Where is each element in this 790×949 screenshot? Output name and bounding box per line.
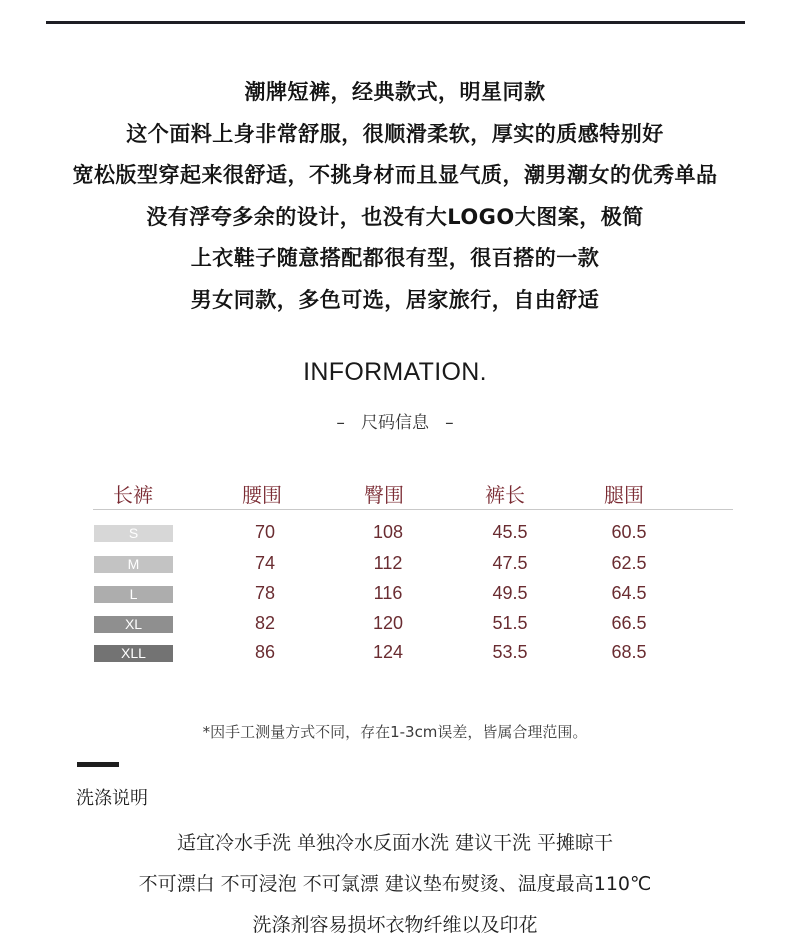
- size-row: [93, 611, 733, 637]
- size-table: [93, 476, 733, 666]
- size-badge: L: [94, 586, 173, 603]
- washing-title: 洗涤说明: [76, 788, 148, 809]
- information-heading: INFORMATION.: [303, 358, 487, 386]
- hip-value: 116: [373, 583, 403, 603]
- hip-value: 124: [372, 642, 404, 662]
- washing-instruction: 不可漂白 不可浸泡 不可氯漂 建议垫布熨烫、温度最高110℃: [138, 873, 652, 895]
- size-badge: XLL: [94, 645, 173, 662]
- size-table-header: [93, 476, 733, 510]
- length-value: 49.5: [492, 583, 528, 603]
- hip-value: 112: [373, 553, 403, 573]
- thigh-value: 66.5: [611, 613, 647, 633]
- washing-instruction: 洗涤剂容易损坏衣物纤维以及印花: [252, 914, 538, 936]
- length-value: 47.5: [492, 553, 528, 573]
- waist-value: 74: [254, 553, 276, 573]
- thigh-value: 62.5: [611, 553, 647, 573]
- subheading-dash-right: –: [445, 413, 454, 433]
- top-divider: [46, 21, 745, 24]
- washing-instruction: 适宜冷水手洗 单独冷水反面水洗 建议干洗 平摊晾干: [176, 832, 614, 854]
- measurement-note: *因手工测量方式不同，存在1-3cm误差，皆属合理范围。: [202, 723, 588, 741]
- header-hip: 臀围: [364, 483, 404, 507]
- thigh-value: 60.5: [611, 522, 647, 542]
- intro-line: 没有浮夸多余的设计，也没有大LOGO大图案，极简: [146, 204, 644, 229]
- header-length: 裤长: [485, 483, 525, 507]
- washing-section-bar: [77, 762, 119, 767]
- size-info-subheading: [0, 408, 790, 433]
- size-row: [93, 581, 733, 607]
- length-value: 45.5: [492, 522, 528, 542]
- intro-line: 男女同款，多色可选，居家旅行，自由舒适: [190, 287, 600, 312]
- waist-value: 82: [254, 613, 276, 633]
- intro-line: 上衣鞋子随意搭配都很有型，很百搭的一款: [190, 246, 600, 270]
- length-value: 51.5: [492, 613, 528, 633]
- waist-value: 78: [254, 583, 276, 603]
- size-badge: XL: [94, 616, 173, 633]
- header-thigh: 腿围: [604, 483, 644, 507]
- intro-line: 潮牌短裤，经典款式，明星同款: [244, 80, 546, 104]
- intro-line: 宽松版型穿起来很舒适，不挑身材而且显气质，潮男潮女的优秀单品: [72, 163, 718, 187]
- size-badge: S: [94, 525, 173, 542]
- subheading-text: 尺码信息: [361, 413, 429, 433]
- waist-value: 70: [254, 522, 276, 542]
- hip-value: 108: [372, 522, 404, 542]
- thigh-value: 64.5: [611, 583, 647, 603]
- waist-value: 86: [254, 642, 276, 662]
- intro-line: 这个面料上身非常舒服，很顺滑柔软，厚实的质感特别好: [126, 121, 664, 146]
- thigh-value: 68.5: [611, 642, 647, 662]
- size-row: [93, 520, 733, 546]
- length-value: 53.5: [492, 642, 528, 662]
- size-row: [93, 640, 733, 666]
- size-row: [93, 551, 733, 577]
- hip-value: 120: [372, 613, 404, 633]
- size-badge: M: [94, 556, 173, 573]
- subheading-dash-left: –: [336, 413, 345, 433]
- product-intro: [0, 72, 790, 321]
- header-pants: 长裤: [113, 483, 153, 507]
- header-waist: 腰围: [242, 483, 282, 507]
